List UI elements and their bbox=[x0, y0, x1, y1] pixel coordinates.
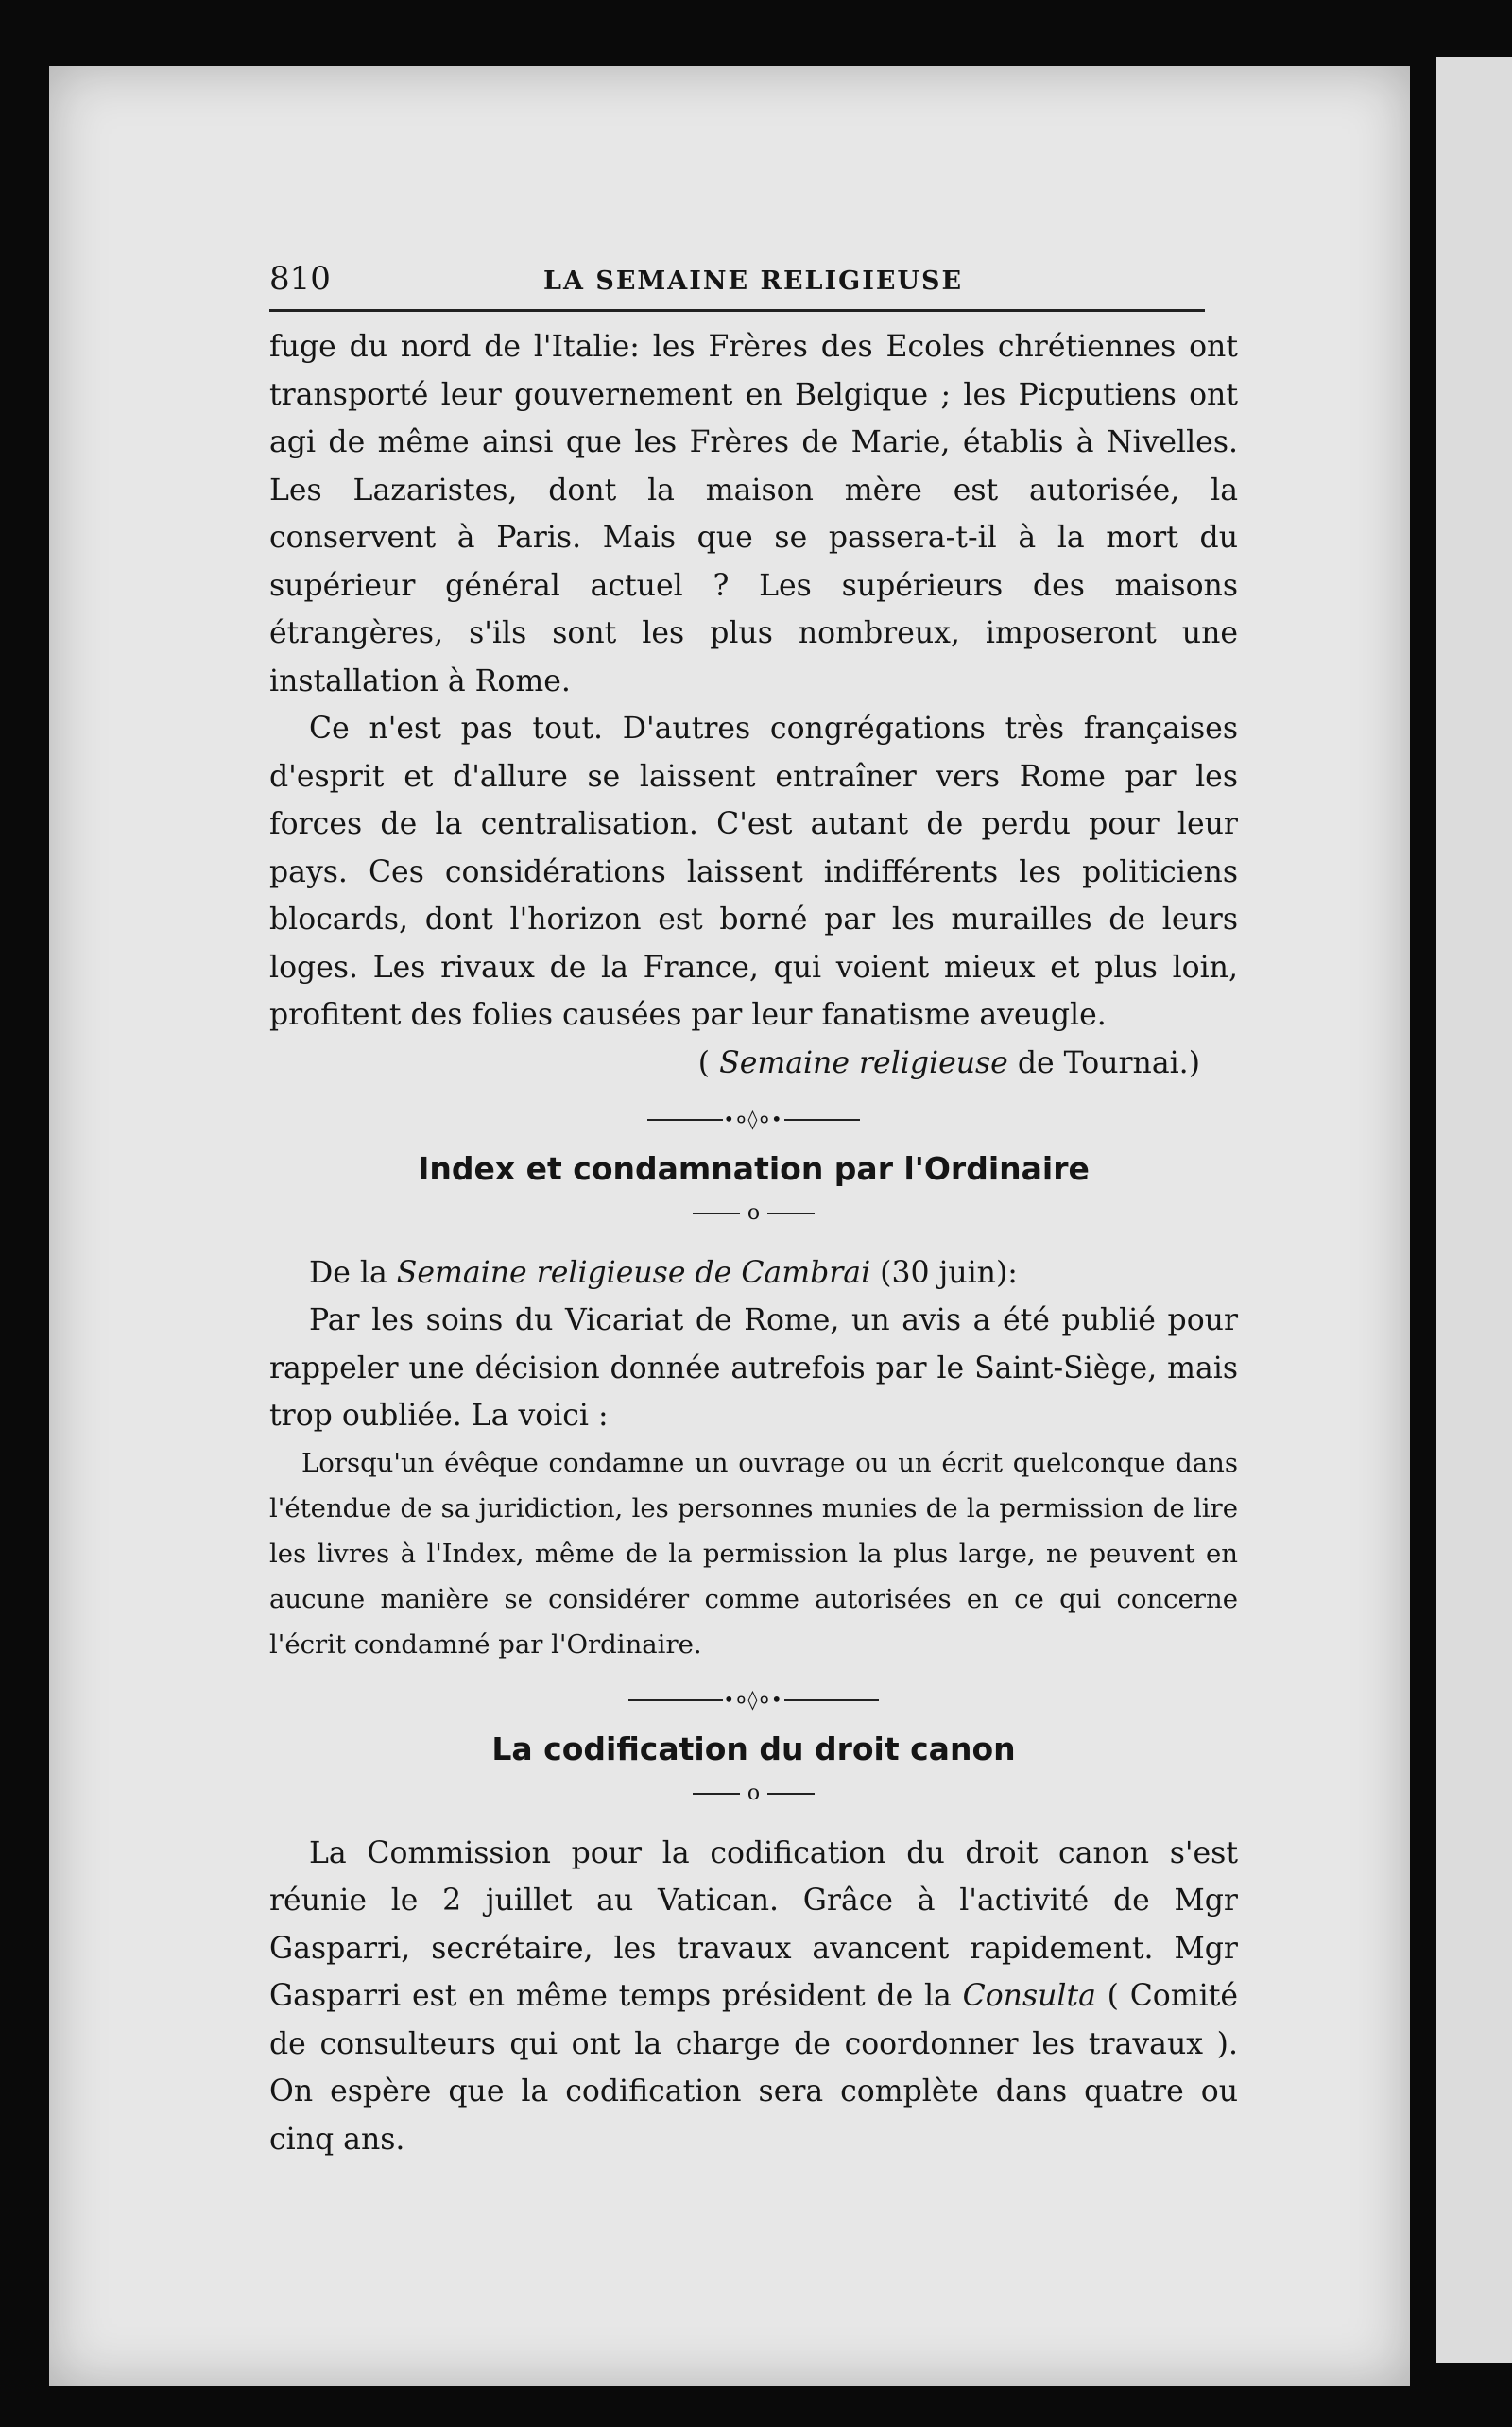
source-title: Semaine religieuse bbox=[719, 1045, 1008, 1080]
intro-date: (30 juin): bbox=[880, 1255, 1018, 1290]
intro-prefix: De la bbox=[309, 1255, 387, 1290]
intro-source: Semaine religieuse de Cambrai bbox=[396, 1255, 871, 1290]
source-place: de Tournai. bbox=[1017, 1045, 1189, 1080]
page-content bbox=[269, 260, 1238, 2163]
section2-title: Index et condamnation par l'Ordinaire bbox=[418, 1149, 1090, 1187]
running-header bbox=[269, 260, 1205, 312]
title-separator-2: o bbox=[269, 1782, 1238, 1805]
section3-text-2: ( Comité de consulteurs qui ont la charge de coordonner les travaux ). On espère que la codification sera complète dans quatre ou cinq ans. bbox=[269, 1979, 1239, 2157]
section1-paragraph-1: fuge du nord de l'Italie: les Frères des Ecoles chrétiennes ont transporté leur gouvernement en Belgique ; les Picputiens ont agi de même ainsi que les Frères de Marie, établis à Nivelles. Les Lazaristes, dont la maison mère est autorisée, la conservent à Paris. Mais que se passera-t-il à la mort du supérieur général actuel ? Les supérieurs des maisons étrangères, s'ils sont les plus nombreux, imposeront une installation à Rome. bbox=[269, 330, 1238, 698]
section2-quote: Lorsqu'un évêque condamne un ouvrage ou un écrit quelconque dans l'étendue de sa juridiction, les personnes munies de la permission de lire les livres à l'Index, même de la permission la plus large, ne peuvent en aucune manière se considérer comme autorisées en ce qui concerne l'écrit condamné par l'Ordinaire. bbox=[269, 1447, 1238, 1660]
section2-paragraph-1: Par les soins du Vicariat de Rome, un avis a été publié pour rappeler une décision donnée autrefois par le Saint-Siège, mais trop oubliée. La voici : bbox=[269, 1303, 1238, 1433]
ornament-divider-1: •०◊०• bbox=[269, 1106, 1238, 1131]
title-separator-1: o bbox=[269, 1201, 1238, 1225]
ornament-divider-2: •०◊०• bbox=[269, 1686, 1238, 1712]
running-title: LA SEMAINE RELIGIEUSE bbox=[543, 267, 964, 296]
page-number: 810 bbox=[269, 260, 331, 298]
section3-text-1: La Commission pour la codification du droit canon s'est réunie le 2 juillet au Vatican. Grâce à l'activité de Mgr Gasparri, secrétaire, les travaux avancent rapidement. Mgr Gasparri est en même temps président de la bbox=[269, 1835, 1238, 2013]
section2-intro bbox=[269, 1249, 1238, 1298]
source-citation: ( Semaine religieuse de Tournai.) bbox=[697, 1045, 1200, 1080]
section3-paragraph bbox=[269, 1830, 1238, 2164]
section3-title: La codification du droit canon bbox=[491, 1730, 1016, 1767]
section1-paragraph-2: Ce n'est pas tout. D'autres congrégations très françaises d'esprit et d'allure se laissent entraîner vers Rome par les forces de la centralisation. C'est autant de perdu pour leur pays. Ces considérations laissent indifférents les politiciens blocards, dont l'horizon est borné par les murailles de leurs loges. Les rivaux de la France, qui voient mieux et plus loin, profitent des folies causées par leur fanatisme aveugle. bbox=[269, 712, 1238, 1032]
adjacent-page-edge bbox=[1436, 57, 1512, 2363]
consulta-term: Consulta bbox=[962, 1979, 1096, 2013]
